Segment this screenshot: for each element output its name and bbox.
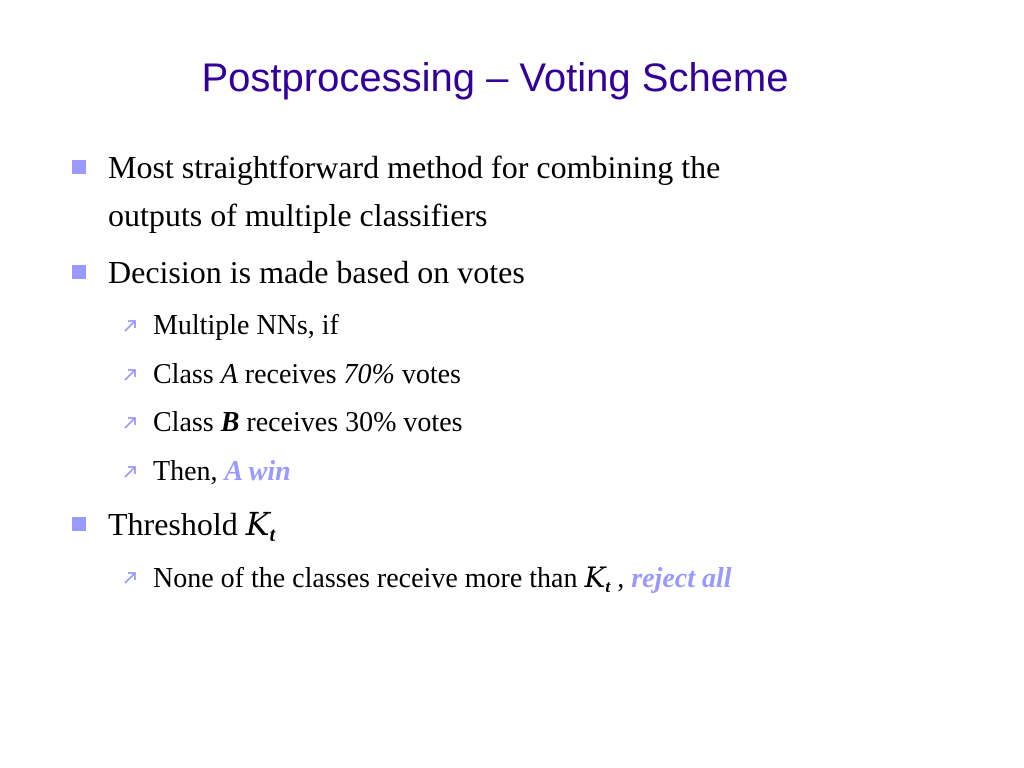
bullet-item-continuation — [108, 193, 488, 238]
square-bullet-icon — [72, 517, 86, 531]
sub-bullet-item — [153, 406, 463, 440]
sub-bullet-item — [153, 358, 461, 392]
threshold-symbol: K — [584, 561, 606, 594]
class-name: A — [220, 359, 238, 390]
square-bullet-icon — [72, 160, 86, 174]
arrow-up-right-icon — [123, 570, 138, 585]
slide-title: Postprocessing – Voting Scheme — [201, 56, 789, 100]
sub-bullet-text: votes — [394, 359, 461, 390]
sub-bullet-text: Then, — [153, 456, 225, 487]
sub-bullet-text: Class — [153, 407, 221, 438]
bullet-text: Decision is made based on votes — [108, 254, 525, 290]
square-bullet-icon — [72, 265, 86, 279]
sub-bullet-text: , — [610, 563, 632, 594]
bullet-item — [108, 250, 525, 295]
sub-bullet-text: None of the classes receive more than — [153, 563, 585, 594]
bullet-item — [108, 502, 275, 552]
sub-bullet-item — [153, 561, 732, 599]
bullet-text: outputs of multiple classifiers — [108, 197, 488, 233]
bullet-text: Most straightforward method for combining the — [108, 149, 721, 185]
bullet-text: Threshold — [108, 506, 246, 542]
threshold-subscript: t — [605, 576, 611, 596]
arrow-up-right-icon — [123, 367, 138, 382]
sub-bullet-item — [153, 455, 291, 489]
arrow-up-right-icon — [123, 464, 138, 479]
arrow-up-right-icon — [123, 318, 138, 333]
sub-bullet-text: receives — [237, 359, 344, 390]
vote-percentage: 70% — [343, 359, 395, 390]
bullet-item — [108, 145, 720, 190]
threshold-subscript: t — [269, 523, 276, 546]
sub-bullet-text: Class — [153, 359, 221, 390]
highlight-result: A win — [224, 456, 291, 487]
threshold-symbol: K — [245, 505, 270, 543]
highlight-result: reject all — [631, 563, 732, 594]
sub-bullet-text: receives 30% votes — [239, 407, 463, 438]
sub-bullet-item — [153, 309, 339, 343]
arrow-up-right-icon — [123, 415, 138, 430]
sub-bullet-text: Multiple NNs, if — [153, 310, 339, 341]
class-name: B — [220, 407, 240, 438]
